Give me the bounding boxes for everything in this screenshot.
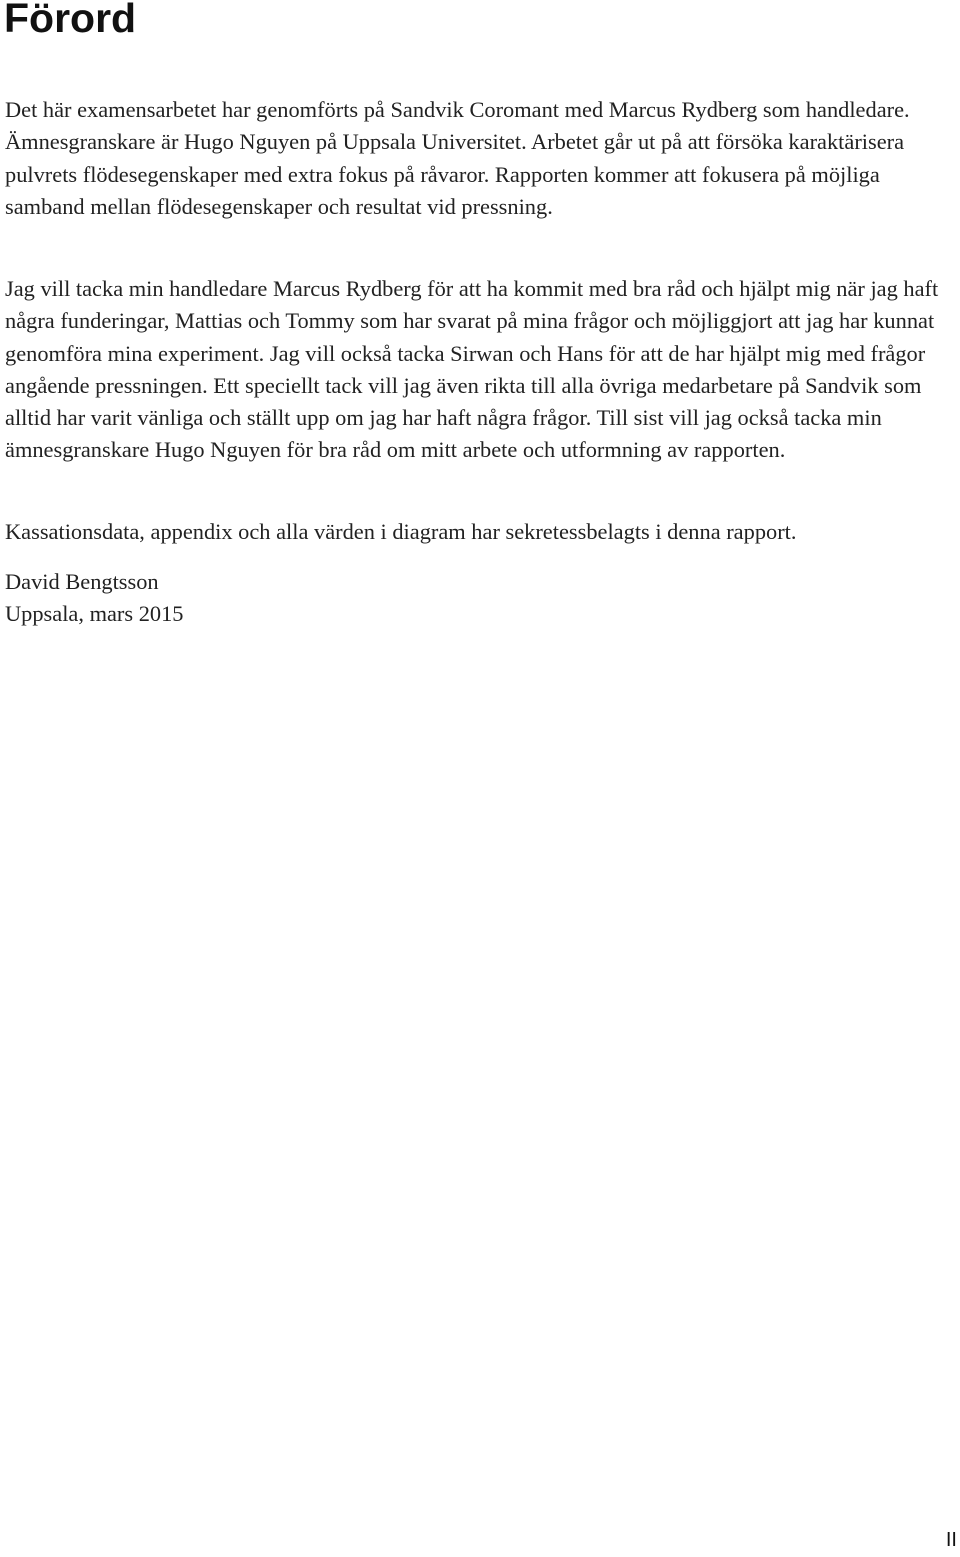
paragraph-confidentiality: Kassationsdata, appendix och alla värden i diagram har sekretessbelagts i denna rapport. xyxy=(5,519,797,544)
page-number: II xyxy=(945,1529,957,1551)
paragraph-intro: Det här examensarbetet har genomförts på Sandvik Coromant med Marcus Rydberg som handledare. Ämnesgranskare är Hugo Nguyen på Uppsala Universitet. Arbetet går ut på att försöka karaktärisera pulvrets flödesegenskaper med extra fokus på råvaror. Rapporten kommer att fokusera på möjliga samband mellan flödesegenskaper och resultat vid pressning. xyxy=(5,97,910,219)
signature-block xyxy=(5,566,958,631)
signature-place-date: Uppsala, mars 2015 xyxy=(5,601,184,627)
page-title: Förord xyxy=(4,0,137,41)
signature-name: David Bengtsson xyxy=(5,569,159,594)
paragraph-acknowledgements: Jag vill tacka min handledare Marcus Rydberg för att ha kommit med bra råd och hjälpt mig när jag haft några funderingar, Mattias och Tommy som har svarat på mina frågor och möjliggjort att jag har kunnat genomföra mina experiment. Jag vill också tacka Sirwan och Hans för att de har hjälpt mig med frågor angående pressningen. Ett speciellt tack vill jag även rikta till alla övriga medarbetare på Sandvik som alltid har varit vänliga och ställt upp om jag har haft några frågor. Till sist vill jag också tacka min ämnesgranskare Hugo Nguyen för bra råd om mitt arbete och utformning av rapporten. xyxy=(5,276,939,463)
